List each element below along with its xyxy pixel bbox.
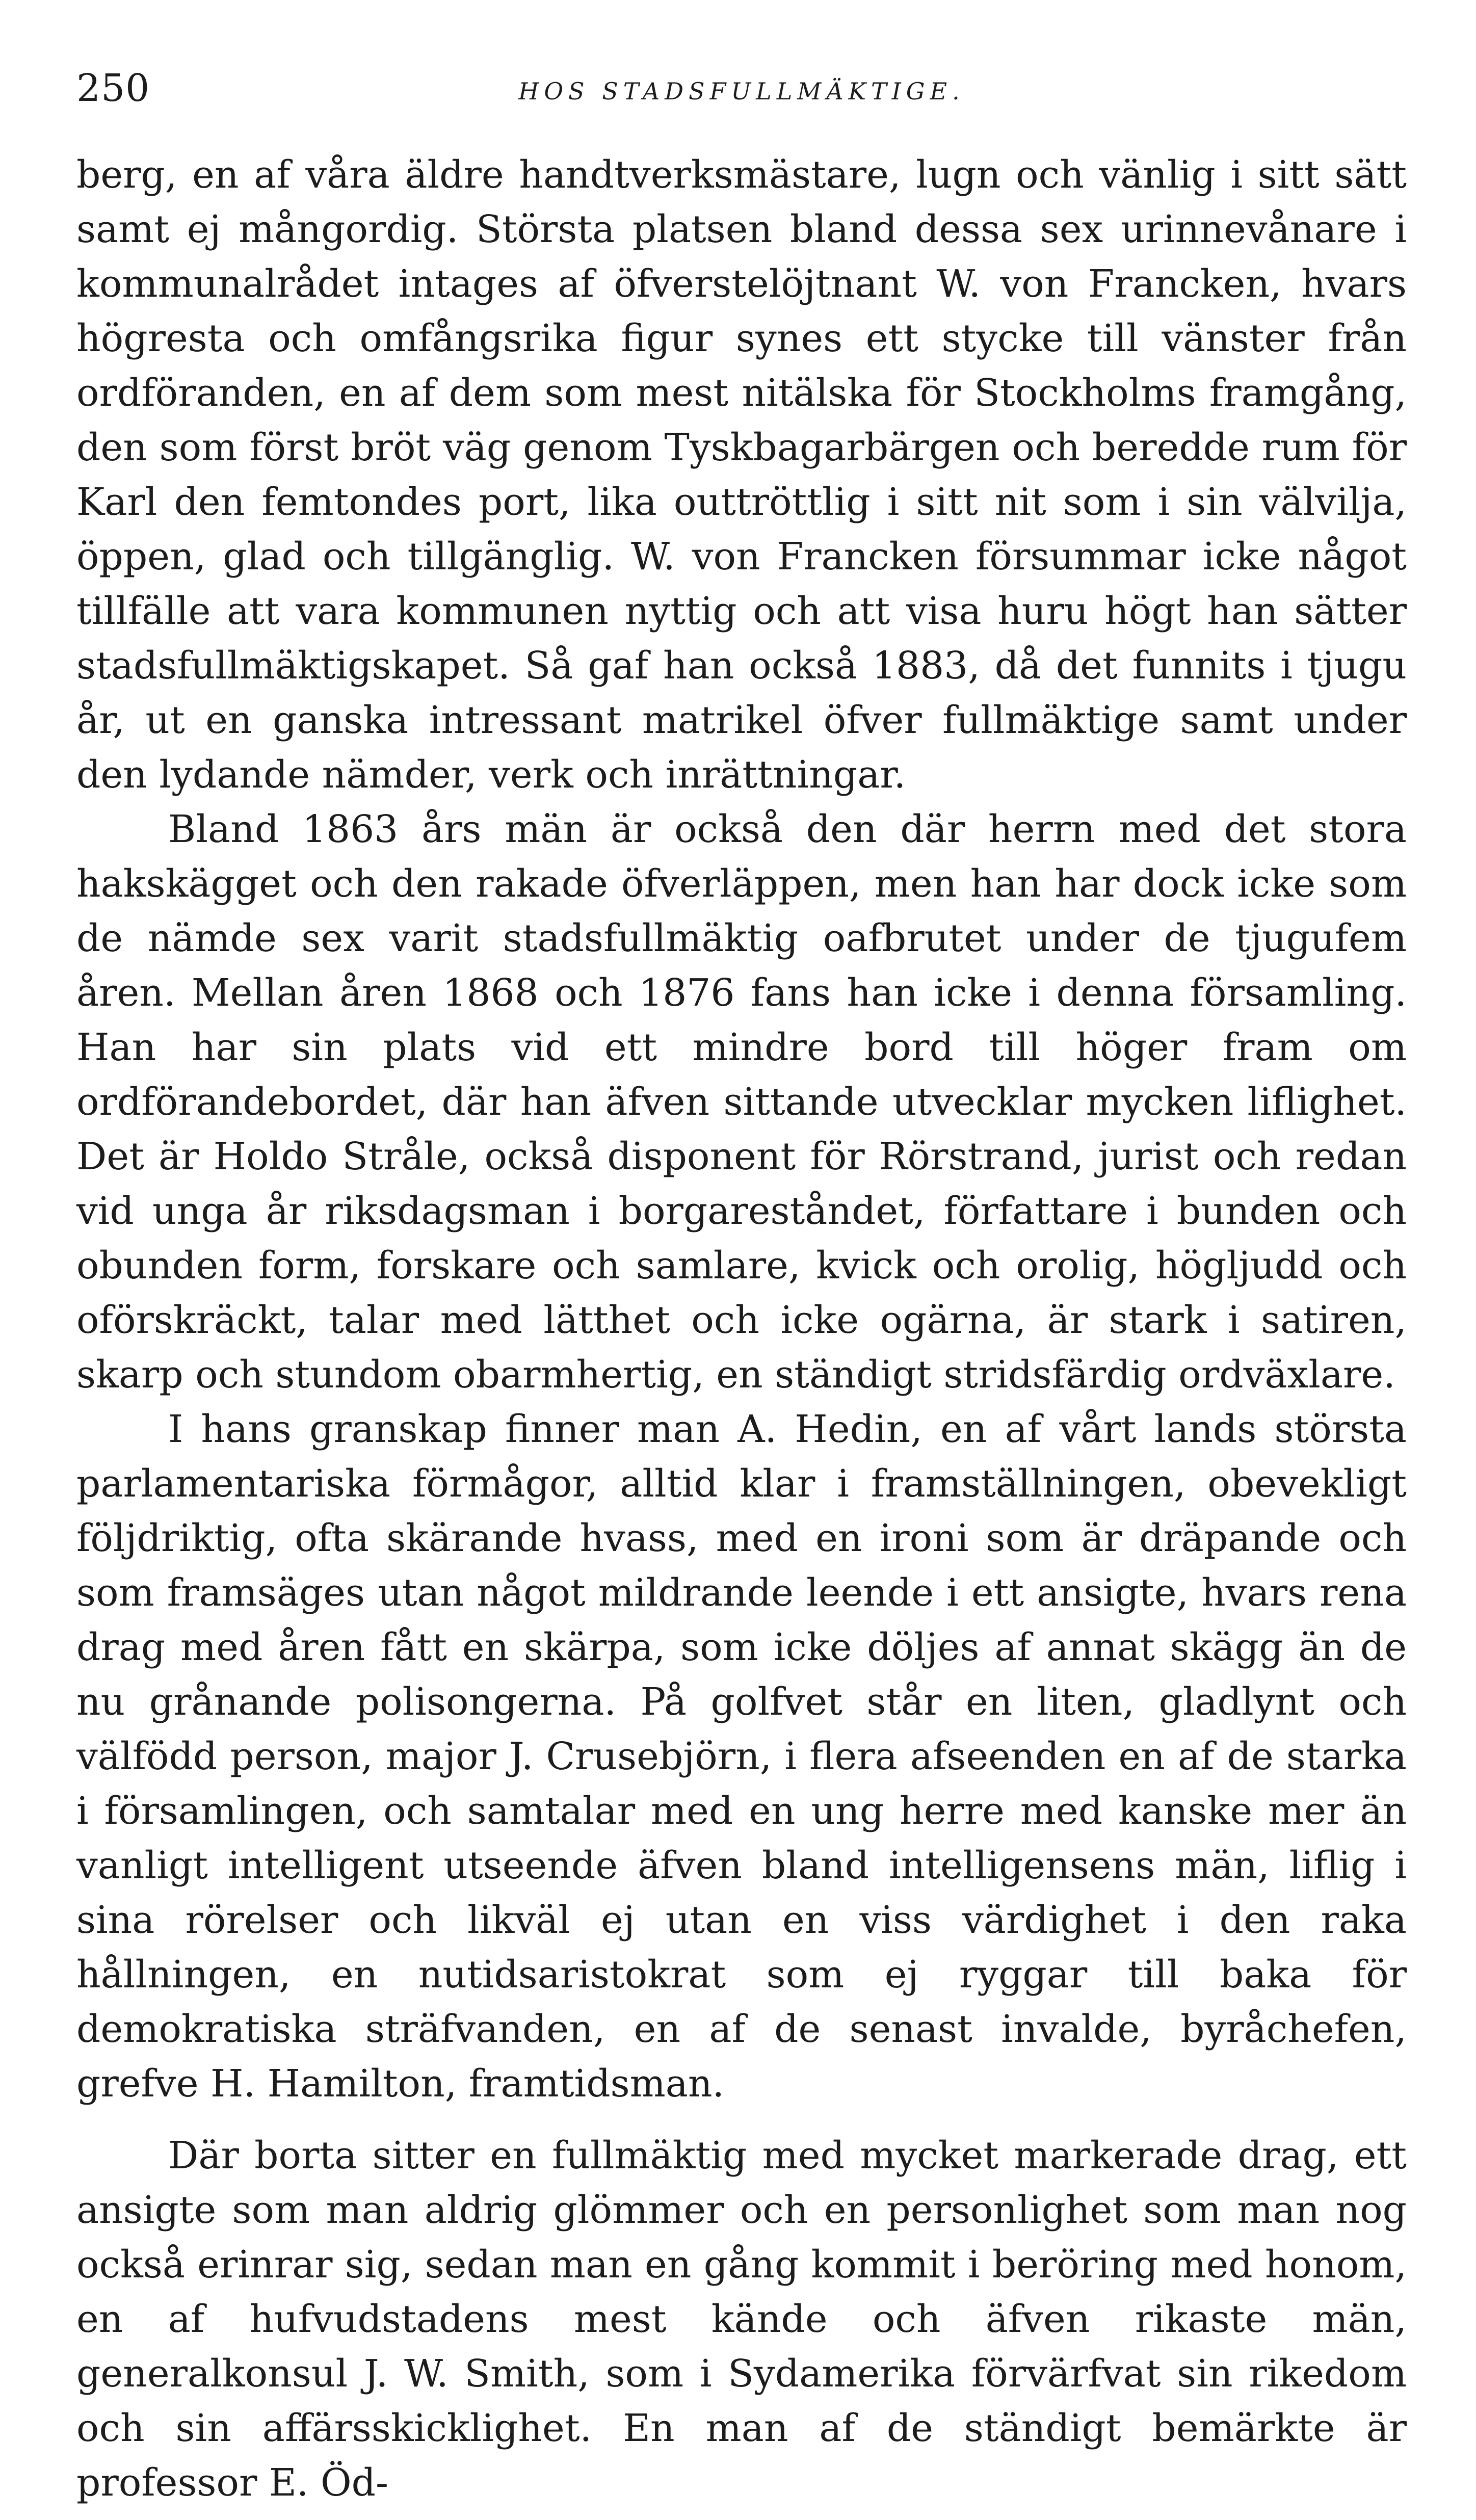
page-number: 250 bbox=[76, 66, 150, 110]
body-text bbox=[76, 148, 1407, 2510]
paragraph-smith: Där borta sitter en fullmäktig med mycket markerade drag, ett ansigte som man aldrig glömmer och en personlighet som man nog också erinrar sig, sedan man en gång kommit i beröring med honom, en af hufvudstadens mest kände och äfven rikaste män, generalkonsul J. W. Smith, som i Sydamerika förvärfvat sin rikedom och sin affärsskicklighet. En man af de ständigt bemärkte är professor E. Öd- bbox=[76, 2134, 1407, 2505]
running-title: HOS STADSFULLMÄKTIGE. bbox=[518, 77, 965, 105]
book-page bbox=[76, 61, 1407, 2505]
paragraph-hedin: I hans granskap finner man A. Hedin, en af vårt lands största parlamentariska förmågor, alltid klar i framställningen, obevekligt följdriktig, ofta skärande hvass, med en ironi som är dräpande och som framsäges utan något mildrande leende i ett ansigte, hvars rena drag med åren fått en skärpa, som icke döljes af annat skägg än de nu grånande polisongerna. På golfvet står en liten, gladlynt och välfödd person, major J. Crusebjörn, i flera afseenden en af de starka i församlingen, och samtalar med en ung herre med kanske mer än vanligt intelligent utseende äfven bland intelligensens män, liflig i sina rörelser och likväl ej utan en viss värdighet i den raka hållningen, en nutidsaristokrat som ej ryggar till baka för demokratiska sträfvanden, en af de senast invalde, byråchefen, grefve H. Hamilton, framtidsman. bbox=[76, 1407, 1407, 2106]
paragraph-continuation: berg, en af våra äldre handtverksmästare, lugn och vänlig i sitt sätt samt ej mångordig. Största platsen bland dessa sex urinnevånare i kommunalrådet intages af öfverstelöjtnant W. von Francken, hvars högresta och omfångsrika figur synes ett stycke till vänster från ordföranden, en af dem som mest nitälska för Stockholms framgång, den som först bröt väg genom Tyskbagarbärgen och beredde rum för Karl den femtondes port, lika outtröttlig i sitt nit som i sin välvilja, öppen, glad och tillgänglig. W. von Francken försummar icke något tillfälle att vara kommunen nyttig och att visa huru högt han sätter stadsfullmäktigskapet. Så gaf han också 1883, då det funnits i tjugu år, ut en ganska intressant matrikel öfver fullmäktige samt under den lydande nämder, verk och inrättningar. bbox=[76, 153, 1407, 797]
running-head bbox=[76, 61, 1407, 127]
paragraph-holdo-strale: Bland 1863 års män är också den där herrn med det stora hakskägget och den rakade öfverläppen, men han har dock icke som de nämde sex varit stadsfullmäktig oafbrutet under de tjugufem åren. Mellan åren 1868 och 1876 fans han icke i denna församling. Han har sin plats vid ett mindre bord till höger fram om ordförandebordet, där han äfven sittande utvecklar mycken liflighet. Det är Holdo Stråle, också disponent för Rörstrand, jurist och redan vid unga år riksdagsman i borgareståndet, författare i bunden och obunden form, forskare och samlare, kvick och orolig, högljudd och oförskräckt, talar med lätthet och icke ogärna, är stark i satiren, skarp och stundom obarmhertig, en ständigt stridsfärdig ordväxlare. bbox=[76, 807, 1407, 1397]
